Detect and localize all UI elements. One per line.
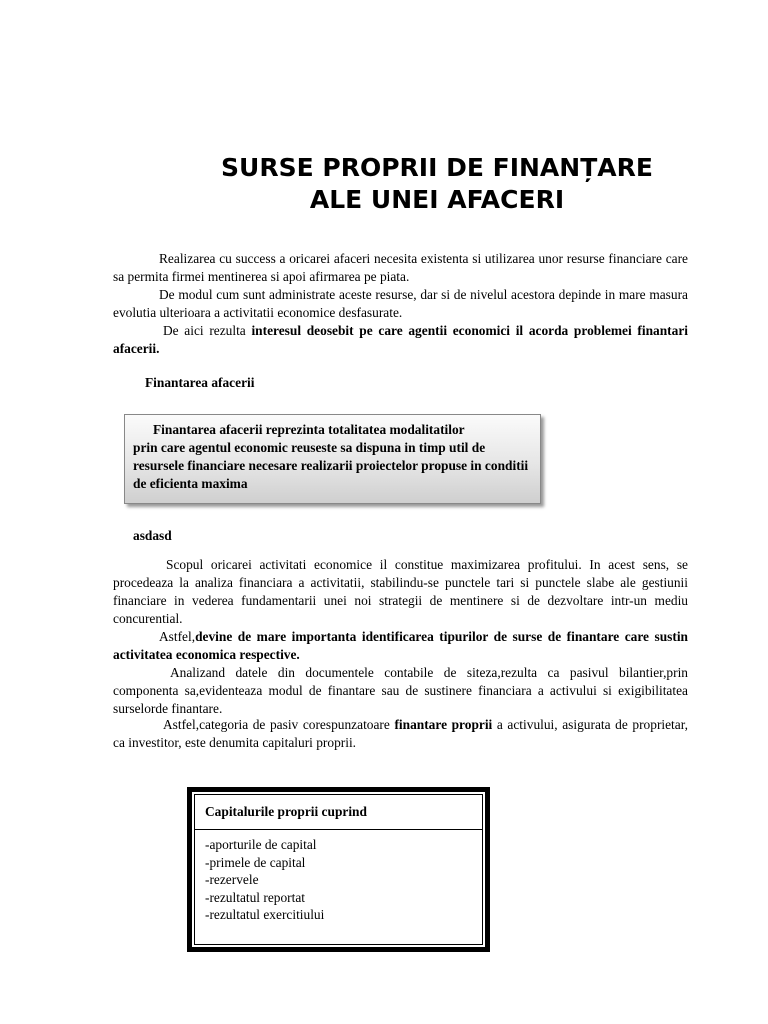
heading-asdasd: asdasd — [133, 528, 172, 543]
title-line-1: SURSE PROPRII DE FINANȚARE — [221, 153, 653, 182]
title-line-2: ALE UNEI AFACERI — [309, 185, 565, 214]
list-item: -rezultatul reportat — [205, 889, 306, 905]
paragraph-capital-start: Astfel,categoria de pasiv corespunzatoare — [163, 717, 395, 732]
list-item: -rezultatul exercitiului — [205, 907, 325, 922]
paragraph-resources: De modul cum sunt administrate aceste resurse, dar si de nivelul acestora depinde in mare masura evolutia ulterioara a activitatii economice desfasurate. — [113, 287, 688, 320]
definition-rest: prin care agentul economic reuseste sa dispuna in timp util de resursele financiare necesare realizarii proiectelor propuse in conditii de eficienta maxima — [133, 440, 529, 491]
list-item: -aporturile de capital — [205, 837, 317, 852]
list-item: -primele de capital — [205, 854, 306, 870]
paragraph-capital-end: a activului, asigurata de proprietar, ca investitor, este denumita capitaluri proprii. — [113, 717, 688, 750]
capital-list — [195, 830, 482, 924]
heading-finantarea-afacerii: Finantarea afacerii — [145, 375, 255, 390]
paragraph-interest-bold: interesul deosebit pe care agentii economici il acorda problemei finantari afacerii. — [113, 323, 688, 356]
paragraph-interest-start: De aici rezulta — [163, 323, 252, 338]
paragraph-interest — [113, 322, 688, 358]
capital-box-header: Capitalurile proprii cuprind — [195, 795, 482, 830]
capital-box — [187, 787, 490, 952]
paragraph-capital-bold: finantare proprii — [394, 717, 493, 732]
paragraph-importance-bold: devine de mare importanta identificarea tipurilor de surse de finantare care sustin activitatea economica respective. — [113, 629, 688, 662]
paragraph-scope: Scopul oricarei activitati economice il constitue maximizarea profitului. In acest sens, se procedeaza la analiza financiara a activitatii, stabilindu-se punctele tari si punctele slabe ale gestiunii financiare in vederea fundamentarii unei noi strategii de mentinere si de dezvoltare intr-un mediu concurential. — [113, 557, 688, 626]
paragraph-capital — [113, 716, 688, 752]
definition-line-1: Finantarea afacerii reprezinta totalitatea modalitatilor — [153, 422, 465, 437]
paragraph-importance — [113, 628, 688, 664]
definition-box — [124, 414, 541, 504]
paragraph-intro: Realizarea cu success a oricarei afaceri necesita existenta si utilizarea unor resurse financiare care sa permita firmei mentinerea si apoi afirmarea pe piata. — [113, 251, 688, 284]
page-title — [112, 152, 762, 216]
capital-box-inner — [194, 794, 483, 945]
list-item: -rezervele — [205, 872, 259, 887]
paragraph-analysis: Analizand datele din documentele contabile de siteza,rezulta ca pasivul bilantier,prin componenta sa,evidenteaza modul de finantare sau de sustinere financiara a activului si exigibilitatea surselorde finantare. — [113, 665, 688, 716]
paragraph-importance-start: Astfel, — [159, 629, 196, 644]
